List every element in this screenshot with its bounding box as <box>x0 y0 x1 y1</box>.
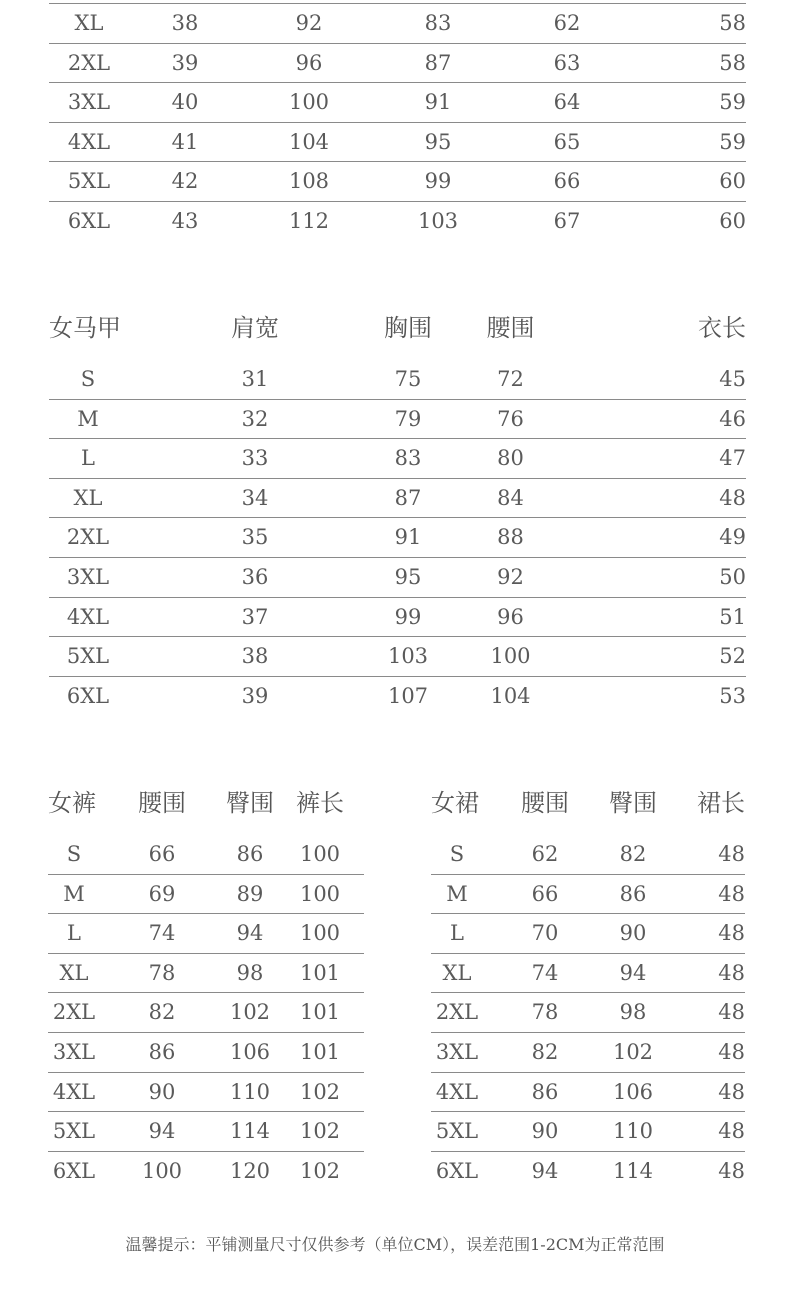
vest-size-cell: 5XL <box>49 637 127 677</box>
vest-value-cell: 80 <box>433 439 588 479</box>
vest-value-cell: 37 <box>127 597 383 637</box>
pants-value-cell: 101 <box>276 993 364 1033</box>
skirt-size-cell: 3XL <box>431 1032 483 1072</box>
skirt-value-cell: 48 <box>659 993 745 1033</box>
vest-value-cell: 31 <box>241 367 269 391</box>
top-value-cell: 83 <box>424 11 452 35</box>
vest-value-cell: 107 <box>383 676 433 715</box>
pants-value-cell: 94 <box>100 1112 224 1152</box>
skirt-size-cell: S <box>449 842 465 866</box>
vest-value-cell: 46 <box>588 399 746 439</box>
skirt-value-cell: 48 <box>659 1112 745 1152</box>
pants-value-cell: 78 <box>100 953 224 993</box>
size-table-top-body <box>49 4 746 241</box>
skirt-size-table-body <box>431 835 745 1190</box>
vest-value-cell: 51 <box>588 597 746 637</box>
top-size-cell: 6XL <box>49 201 129 240</box>
vest-size-cell: L <box>49 439 127 479</box>
vest-value-cell: 53 <box>588 676 746 715</box>
skirt-value-cell: 106 <box>607 1072 659 1112</box>
top-value-cell: 40 <box>129 83 241 123</box>
vest-value-cell: 36 <box>127 557 383 597</box>
skirt-size-cell: XL <box>431 953 483 993</box>
pants-table-row <box>48 993 364 1033</box>
top-value-cell: 103 <box>377 201 499 240</box>
vest-value-cell: 96 <box>433 597 588 637</box>
pants-value-cell: 102 <box>276 1112 364 1152</box>
pants-value-cell: 66 <box>148 842 176 866</box>
vest-value-cell: 75 <box>394 367 422 391</box>
vest-value-cell: 48 <box>588 478 746 518</box>
skirt-table-row <box>431 993 745 1033</box>
top-value-cell: 60 <box>635 162 746 202</box>
top-value-cell: 66 <box>499 162 635 202</box>
vest-header-waist: 腰围 <box>486 314 535 342</box>
top-value-cell: 59 <box>635 83 746 123</box>
skirt-value-cell: 48 <box>659 1151 745 1190</box>
skirt-table-row <box>431 953 745 993</box>
vest-table-row <box>49 478 746 518</box>
pants-value-cell: 102 <box>276 1072 364 1112</box>
vest-size-cell: 2XL <box>49 518 127 558</box>
pants-value-cell: 98 <box>224 953 276 993</box>
skirt-size-cell: 6XL <box>431 1151 483 1190</box>
pants-table-row <box>48 1151 364 1190</box>
skirt-value-cell: 48 <box>659 914 745 954</box>
skirt-table-row <box>431 1151 745 1190</box>
pants-header-title: 女裤 <box>48 789 96 817</box>
pants-table-row <box>48 1032 364 1072</box>
vest-value-cell: 95 <box>383 557 433 597</box>
pants-value-cell: 114 <box>224 1112 276 1152</box>
top-value-cell: 112 <box>241 201 377 240</box>
top-value-cell: 108 <box>241 162 377 202</box>
vest-value-cell: 91 <box>383 518 433 558</box>
pants-size-cell: 4XL <box>48 1072 100 1112</box>
skirt-value-cell: 98 <box>607 993 659 1033</box>
skirt-value-cell: 48 <box>659 1032 745 1072</box>
vest-value-cell: 103 <box>383 637 433 677</box>
top-value-cell: 58 <box>719 11 746 35</box>
top-size-cell: 3XL <box>49 83 129 123</box>
skirt-header-waist: 腰围 <box>521 789 569 817</box>
pants-size-cell: XL <box>48 953 100 993</box>
vest-size-cell: 6XL <box>49 676 127 715</box>
skirt-header-length: 裙长 <box>697 789 745 817</box>
vest-header-shoulder: 肩宽 <box>231 314 279 342</box>
pants-value-cell: 100 <box>100 1151 224 1190</box>
skirt-value-cell: 102 <box>607 1032 659 1072</box>
skirt-table-row <box>431 835 745 874</box>
vest-value-cell: 99 <box>383 597 433 637</box>
skirt-size-cell: M <box>431 874 483 914</box>
vest-value-cell: 100 <box>433 637 588 677</box>
top-value-cell: 99 <box>377 162 499 202</box>
pants-value-cell: 101 <box>276 953 364 993</box>
vest-value-cell: 45 <box>719 367 746 391</box>
skirt-value-cell: 90 <box>607 914 659 954</box>
skirt-value-cell: 48 <box>659 874 745 914</box>
skirt-table-row <box>431 914 745 954</box>
vest-value-cell: 79 <box>383 399 433 439</box>
vest-value-cell: 35 <box>127 518 383 558</box>
vest-value-cell: 76 <box>433 399 588 439</box>
top-size-cell: 4XL <box>49 122 129 162</box>
skirt-size-cell: 4XL <box>431 1072 483 1112</box>
pants-value-cell: 120 <box>224 1151 276 1190</box>
vest-value-cell: 32 <box>127 399 383 439</box>
skirt-value-cell: 90 <box>483 1112 607 1152</box>
top-value-cell: 64 <box>499 83 635 123</box>
vest-header-length: 衣长 <box>698 314 746 342</box>
skirt-table-row <box>431 1032 745 1072</box>
vest-size-table-body <box>49 360 746 715</box>
skirt-value-cell: 48 <box>659 953 745 993</box>
pants-value-cell: 86 <box>236 842 264 866</box>
top-size-cell: 5XL <box>49 162 129 202</box>
pants-table-row <box>48 835 364 874</box>
pants-value-cell: 100 <box>276 914 364 954</box>
skirt-header-title: 女裙 <box>431 789 479 817</box>
pants-value-cell: 102 <box>224 993 276 1033</box>
vest-table-row <box>49 557 746 597</box>
pants-size-cell: L <box>48 914 100 954</box>
vest-value-cell: 83 <box>383 439 433 479</box>
vest-table-row <box>49 597 746 637</box>
vest-value-cell: 39 <box>127 676 383 715</box>
vest-value-cell: 38 <box>127 637 383 677</box>
vest-size-cell: 3XL <box>49 557 127 597</box>
vest-size-cell: 4XL <box>49 597 127 637</box>
top-value-cell: 42 <box>129 162 241 202</box>
vest-value-cell: 92 <box>433 557 588 597</box>
pants-table-row <box>48 1072 364 1112</box>
top-value-cell: 38 <box>171 11 199 35</box>
vest-header-chest: 胸围 <box>384 314 432 342</box>
vest-value-cell: 104 <box>433 676 588 715</box>
top-table-row <box>49 83 746 123</box>
skirt-value-cell: 110 <box>607 1112 659 1152</box>
skirt-value-cell: 82 <box>483 1032 607 1072</box>
pants-size-cell: 5XL <box>48 1112 100 1152</box>
skirt-value-cell: 66 <box>483 874 607 914</box>
pants-size-table-body <box>48 835 364 1190</box>
vest-value-cell: 87 <box>383 478 433 518</box>
skirt-value-cell: 82 <box>619 842 647 866</box>
pants-size-cell: S <box>66 842 82 866</box>
skirt-value-cell: 94 <box>607 953 659 993</box>
pants-size-cell: 6XL <box>48 1151 100 1190</box>
skirt-value-cell: 94 <box>483 1151 607 1190</box>
vest-value-cell: 52 <box>588 637 746 677</box>
skirt-value-cell: 48 <box>659 1072 745 1112</box>
top-value-cell: 100 <box>241 83 377 123</box>
vest-size-cell: M <box>49 399 127 439</box>
vest-value-cell: 49 <box>588 518 746 558</box>
pants-header-waist: 腰围 <box>138 789 186 817</box>
skirt-value-cell: 70 <box>483 914 607 954</box>
vest-value-cell: 47 <box>588 439 746 479</box>
top-value-cell: 65 <box>499 122 635 162</box>
skirt-header-hip: 臀围 <box>609 789 657 817</box>
pants-value-cell: 74 <box>100 914 224 954</box>
vest-table-row <box>49 637 746 677</box>
pants-table-row <box>48 874 364 914</box>
pants-value-cell: 89 <box>224 874 276 914</box>
skirt-value-cell: 62 <box>531 842 559 866</box>
skirt-value-cell: 48 <box>718 842 745 866</box>
pants-size-table <box>48 779 364 1190</box>
skirt-size-cell: 2XL <box>431 993 483 1033</box>
skirt-size-cell: L <box>431 914 483 954</box>
top-table-row <box>49 162 746 202</box>
vest-size-cell: XL <box>49 478 127 518</box>
pants-table-row <box>48 914 364 954</box>
size-table-top <box>49 3 746 241</box>
pants-size-cell: 2XL <box>48 993 100 1033</box>
pants-size-cell: 3XL <box>48 1032 100 1072</box>
pants-value-cell: 110 <box>224 1072 276 1112</box>
top-value-cell: 67 <box>499 201 635 240</box>
top-value-cell: 87 <box>377 43 499 83</box>
pants-value-cell: 102 <box>276 1151 364 1190</box>
vest-header-row <box>49 304 746 360</box>
vest-table-row <box>49 518 746 558</box>
pants-value-cell: 90 <box>100 1072 224 1112</box>
skirt-value-cell: 86 <box>607 874 659 914</box>
pants-header-hip: 臀围 <box>226 789 274 817</box>
top-value-cell: 58 <box>635 43 746 83</box>
top-value-cell: 63 <box>499 43 635 83</box>
vest-value-cell: 72 <box>497 367 524 391</box>
pants-header-length: 裤长 <box>296 789 344 817</box>
top-value-cell: 39 <box>129 43 241 83</box>
vest-table-row <box>49 439 746 479</box>
top-value-cell: 60 <box>635 201 746 240</box>
pants-value-cell: 82 <box>100 993 224 1033</box>
top-table-row <box>49 4 746 44</box>
pants-value-cell: 101 <box>276 1032 364 1072</box>
top-value-cell: 62 <box>553 11 581 35</box>
skirt-value-cell: 86 <box>483 1072 607 1112</box>
skirt-table-row <box>431 1072 745 1112</box>
top-table-row <box>49 201 746 240</box>
top-value-cell: 41 <box>129 122 241 162</box>
pants-value-cell: 100 <box>276 874 364 914</box>
top-table-row <box>49 43 746 83</box>
pants-header-row <box>48 779 364 835</box>
top-value-cell: 104 <box>241 122 377 162</box>
vest-value-cell: 84 <box>433 478 588 518</box>
top-value-cell: 95 <box>377 122 499 162</box>
pants-size-cell: M <box>48 874 100 914</box>
vest-value-cell: 34 <box>127 478 383 518</box>
top-value-cell: 91 <box>377 83 499 123</box>
top-table-row <box>49 122 746 162</box>
top-value-cell: 96 <box>241 43 377 83</box>
pants-value-cell: 106 <box>224 1032 276 1072</box>
skirt-value-cell: 74 <box>483 953 607 993</box>
vest-size-cell: S <box>80 367 96 391</box>
skirt-table-row <box>431 874 745 914</box>
skirt-size-table <box>431 779 745 1190</box>
measurement-note: 温馨提示：平铺测量尺寸仅供参考（单位CM），误差范围1-2CM为正常范围 <box>125 1235 665 1254</box>
skirt-header-row <box>431 779 745 835</box>
vest-table-row <box>49 360 746 399</box>
pants-table-row <box>48 1112 364 1152</box>
skirt-value-cell: 114 <box>607 1151 659 1190</box>
top-size-cell: XL <box>74 11 104 35</box>
pants-table-row <box>48 953 364 993</box>
vest-value-cell: 88 <box>433 518 588 558</box>
vest-header-title: 女马甲 <box>49 314 121 342</box>
top-value-cell: 92 <box>295 11 323 35</box>
vest-value-cell: 33 <box>127 439 383 479</box>
vest-table-row <box>49 676 746 715</box>
pants-value-cell: 69 <box>100 874 224 914</box>
skirt-table-row <box>431 1112 745 1152</box>
vest-value-cell: 50 <box>588 557 746 597</box>
pants-value-cell: 94 <box>224 914 276 954</box>
pants-value-cell: 100 <box>299 842 341 866</box>
top-size-cell: 2XL <box>49 43 129 83</box>
pants-value-cell: 86 <box>100 1032 224 1072</box>
top-value-cell: 43 <box>129 201 241 240</box>
top-value-cell: 59 <box>635 122 746 162</box>
skirt-size-cell: 5XL <box>431 1112 483 1152</box>
vest-size-table <box>49 304 746 715</box>
vest-table-row <box>49 399 746 439</box>
skirt-value-cell: 78 <box>483 993 607 1033</box>
